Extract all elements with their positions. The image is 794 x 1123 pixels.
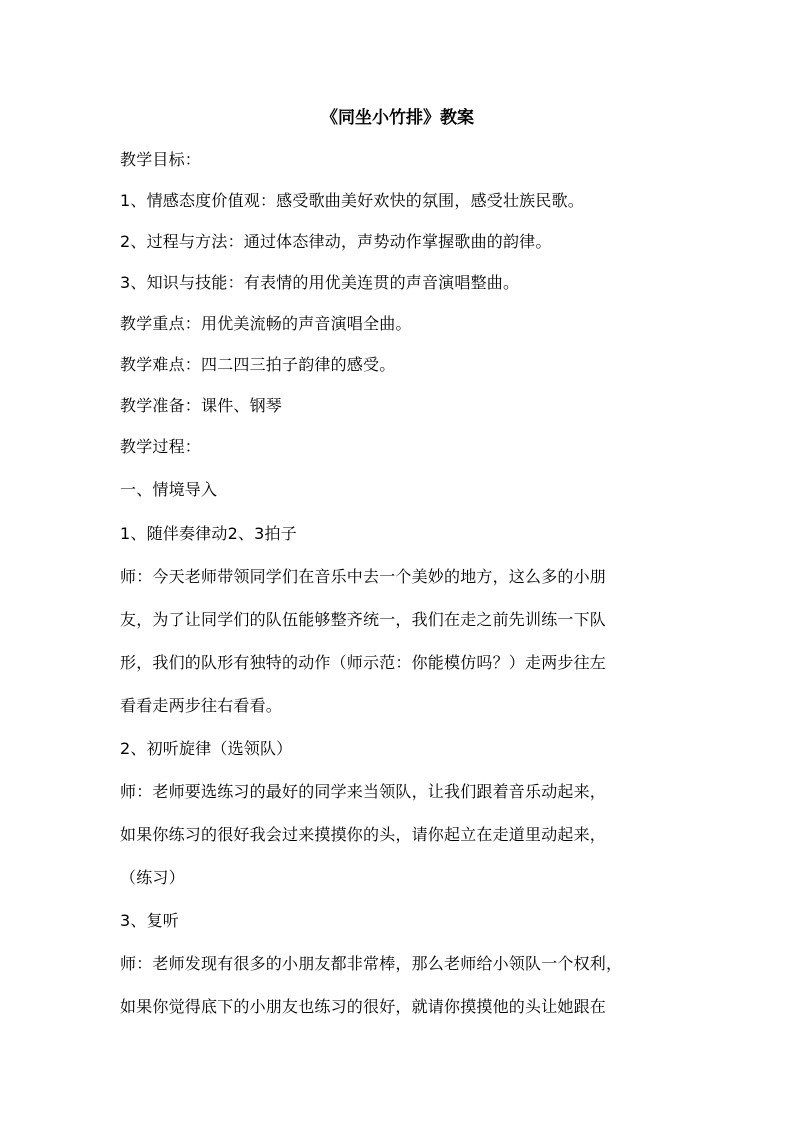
paragraph-line: 形，我们的队形有独特的动作（师示范：你能模仿吗？）走两步往左 — [120, 653, 607, 672]
paragraph-line: 1、情感态度价值观：感受歌曲美好欢快的氛围，感受壮族民歌。 — [120, 191, 584, 210]
section-heading-key-points: 教学重点：用优美流畅的声音演唱全曲。 — [120, 314, 412, 333]
paragraph-line: 1、随伴奏律动2、3拍子 — [120, 524, 297, 543]
paragraph-line: 师：老师要选练习的最好的同学来当领队，让我们跟着音乐动起来， — [120, 782, 607, 801]
paragraph-line: 3、知识与技能：有表情的用优美连贯的声音演唱整曲。 — [120, 273, 520, 292]
paragraph-line: 看看走两步往右看看。 — [120, 696, 283, 715]
paragraph-line: 如果你练习的很好我会过来摸摸你的头，请你起立在走道里动起来， — [120, 825, 607, 844]
section-heading-preparation: 教学准备：课件、钢琴 — [120, 396, 283, 415]
section-heading-objectives: 教学目标： — [120, 150, 202, 169]
paragraph-line: 3、复听 — [120, 911, 179, 930]
paragraph-line: 2、过程与方法：通过体态律动，声势动作掌握歌曲的韵律。 — [120, 232, 552, 251]
paragraph-line: 如果你觉得底下的小朋友也练习的很好，就请你摸摸他的头让她跟在 — [120, 997, 607, 1016]
subsection-heading: 一、情境导入 — [120, 480, 218, 499]
paragraph-line: 2、初听旋律（选领队） — [120, 739, 293, 758]
paragraph-line: 师：老师发现有很多的小朋友都非常棒，那么老师给小领队一个权利， — [120, 954, 623, 973]
paragraph-line: 友，为了让同学们的队伍能够整齐统一，我们在走之前先训练一下队 — [120, 610, 607, 629]
document-title: 《同坐小竹排》教案 — [321, 108, 474, 128]
paragraph-line: （练习） — [120, 868, 185, 887]
paragraph-line: 师：今天老师带领同学们在音乐中去一个美妙的地方，这么多的小朋 — [120, 567, 607, 586]
section-heading-process: 教学过程： — [120, 437, 202, 456]
section-heading-difficulties: 教学难点：四二四三拍子韵律的感受。 — [120, 355, 396, 374]
